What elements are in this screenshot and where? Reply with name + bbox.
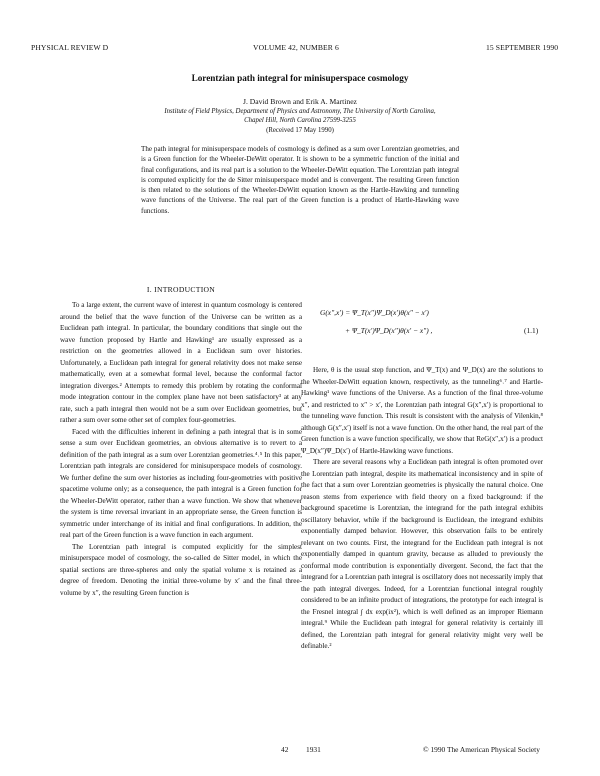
equation-line-2: + Ψ_T(x′)Ψ_D(x″)θ(x′ − x″) , bbox=[345, 326, 433, 335]
footer-volume: 42 bbox=[281, 745, 289, 754]
abstract: The path integral for minisuperspace models of cosmology is defined as a sum over Lorentzian geometries, and is a Green function for the Wheeler-DeWitt operator. It is shown to be a symmetric function of the initial and final configurations, and its real part is a solution to the Wheeler-DeWitt equation. The Lorentzian path integral is computed explicitly for the de Sitter minisuperspace model and is convergent. The resulting Green function is then related to the solutions of the Wheeler-DeWitt equation known as the Hartle-Hawking and tunneling wave functions of the Universe. The real part of the Green function is a product of Hartle-Hawking wave functions. bbox=[141, 145, 459, 215]
article-title: Lorentzian path integral for minisuperspace cosmology bbox=[191, 73, 409, 83]
author-list: J. David Brown and Erik A. Martinez bbox=[243, 97, 357, 106]
section-heading: I. INTRODUCTION bbox=[146, 285, 216, 294]
paragraph: Here, θ is the usual step function, and Ψ_T(x) and Ψ_D(x) are the solutions to the Wheeler-DeWitt equation known, respectively, as the tunneling⁶˒⁷ and Hartle-Hawking¹ wave functions of the Universe. As a function of the final three-volume x″, and restricted to x″ > x′, the Lorentzian path integral G(x″,x′) is proportional to the tunneling wave function. This result is consistent with the analysis of Vilenkin,⁸ although G(x″,x′) itself is not a wave function. On the other hand, the real part of the Green function is a wave function specifically, we show that ReG(x″,x′) is a product Ψ_D(x″)Ψ_D(x′) of Hartle-Hawking wave functions. bbox=[301, 366, 543, 455]
issue-date: 15 SEPTEMBER 1990 bbox=[486, 43, 559, 52]
paragraph: The Lorentzian path integral is computed explicitly for the simplest minisuperspace model of cosmology, the so-called de Sitter model, in which the spatial sections are three-spheres and only the spatial volume x is retained as a degree of freedom. Denoting the initial three-volume by x′ and the final three-volume by x″, the resulting Green function is bbox=[60, 542, 302, 597]
affiliation-line-1: Institute of Field Physics, Department of Physics and Astronomy, The University of North Carolina, bbox=[164, 108, 436, 115]
paragraph: Faced with the difficulties inherent in defining a path integral that is in some sense a sum over Euclidean geometries, an obvious alternative is to revert to a definition of the path integral as a sum over Lorentzian geometries.⁴˒⁵ In this paper, Lorentzian path integrals are considered for minisuperspace models of cosmology. We further define the sum over histories as including four-geometries with positive spacetime volume only; as a consequence, the path integral is a Green function for the Wheeler-DeWitt operator, rather than a wave function. We show that whenever the system is time reversal invariant in an appropriate sense, the Green function is symmetric under interchange of its initial and final configurations. In addition, the real part of the Green function is a wave function in each argument. bbox=[60, 427, 302, 539]
volume-number: VOLUME 42, NUMBER 6 bbox=[253, 43, 339, 52]
paragraph: To a large extent, the current wave of interest in quantum cosmology is centered around the belief that the wave function of the Universe can be written as a Euclidean path integral. In particular, the boundary conditions that single out the wave function proposed by Hartle and Hawking¹ are usually expressed as a restriction on the geometries allowed in a Euclidean sum over histories. Unfortunately, a Euclidean path integral for general relativity does not make sense mathematically, even at a somewhat formal level, because the conformal factor integration diverges.² Attempts to remedy this problem by rotating the conformal mode integration contour in the complex plane have not been satisfactory³ at any rate, such a path integral then would not be a sum over Euclidean geometries, but rather a sum over some other set of complex four-geometries. bbox=[60, 301, 302, 424]
left-column bbox=[60, 300, 302, 599]
right-column bbox=[301, 365, 543, 653]
affiliation-line-2: Chapel Hill, North Carolina 27599-3255 bbox=[244, 117, 356, 124]
journal-name: PHYSICAL REVIEW D bbox=[31, 43, 109, 52]
equation-line-1: G(x″,x′) = Ψ_T(x″)Ψ_D(x′)θ(x″ − x′) bbox=[320, 308, 429, 317]
equation-number: (1.1) bbox=[524, 326, 539, 335]
received-date: (Received 17 May 1990) bbox=[266, 127, 334, 134]
copyright-notice: © 1990 The American Physical Society bbox=[423, 745, 540, 754]
page-number: 1931 bbox=[306, 745, 321, 754]
paragraph: There are several reasons why a Euclidean path integral is often promoted over the Lorentzian path integral, despite its mathematical inconsistency and in spite of the fact that a sum over Lorentzian geometries is physically the natural choice. One reason stems from experience with field theory on a fixed background: if the background spacetime is Lorentzian, the integrand for the path integral exhibits oscillatory behavior, while if the background is Euclidean, the integrand exhibits exponentially damped behavior. However, this observation fails to be entirely relevant on two counts. First, the integrand for the Euclidean path integral is not exponentially damped in quantum gravity, because as alluded to previously the conformal mode contribution is exponentially divergent. Second, the fact that the integrand for a Lorentzian path integral is oscillatory does not necessarily imply that the path integral diverges. Indeed, for a Lorentzian functional integral roughly considered to be an infinite product of integrations, the prototype for each integral is the Fresnel integral ∫ dx exp(ix²), which is well defined as an improper Riemann integral.⁹ While the Euclidean path integral for general relativity is certainly ill defined, the Lorentzian path integral for general relativity might very well be definable.² bbox=[301, 458, 543, 650]
